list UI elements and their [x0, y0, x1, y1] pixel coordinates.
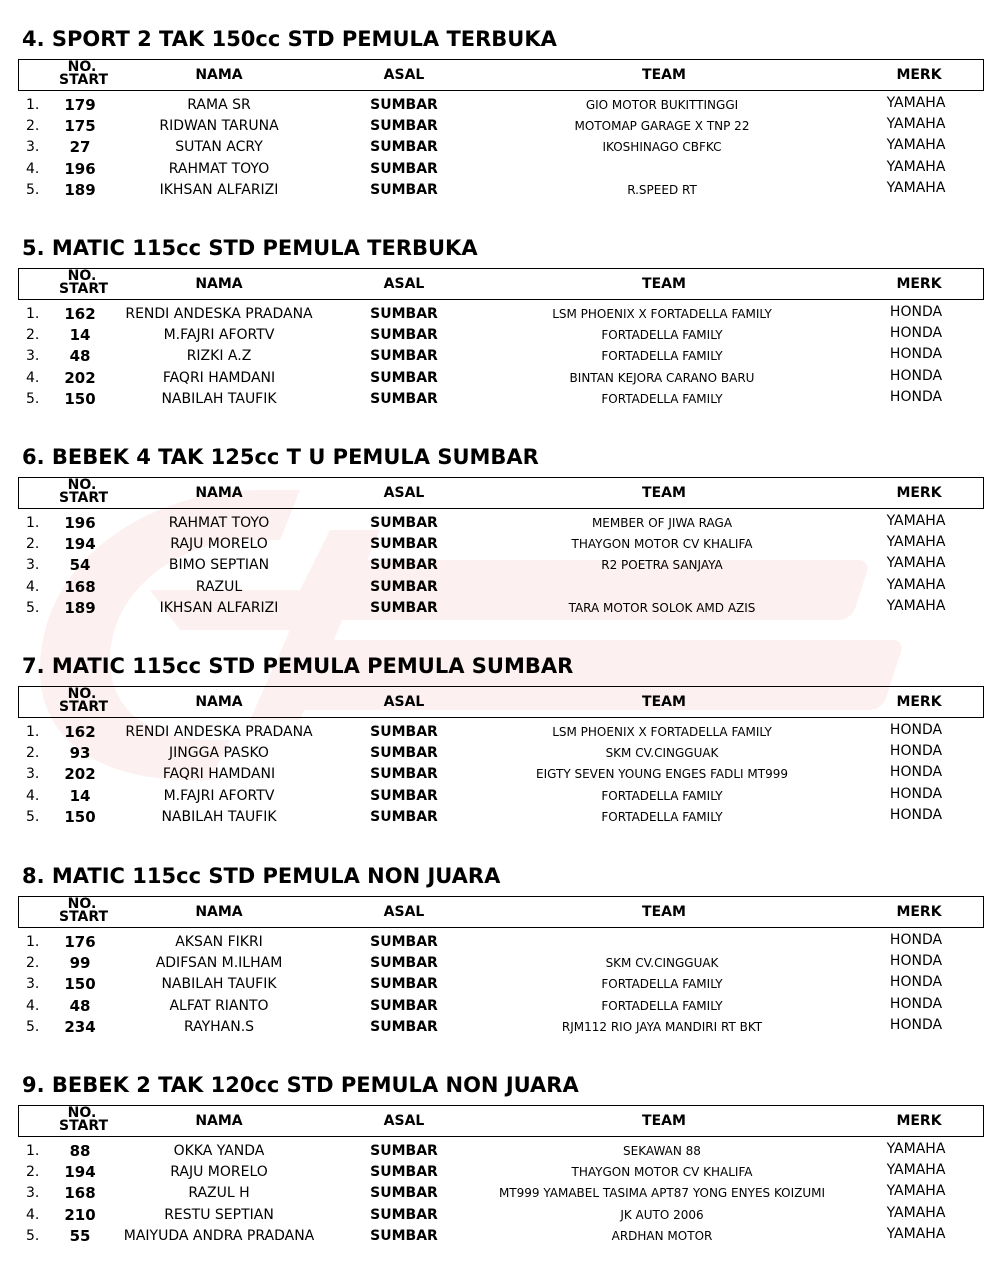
cell-rider-name: JINGGA PASKO: [169, 745, 269, 761]
table-row: [0, 786, 1000, 807]
cell-rider-name: RAZUL: [195, 579, 243, 595]
cell-start-number: 93: [69, 744, 91, 762]
cell-brand: HONDA: [889, 953, 943, 969]
cell-start-number: 176: [64, 933, 96, 951]
header-nama: NAMA: [195, 276, 243, 292]
cell-rider-name: RAJU MORELO: [170, 536, 268, 552]
section-title: 9. BEBEK 2 TAK 120cc STD PEMULA NON JUARA: [22, 1073, 579, 1097]
cell-start-number: 162: [64, 723, 96, 741]
cell-rider-name: RIDWAN TARUNA: [159, 118, 279, 134]
header-merk: MERK: [896, 904, 942, 920]
table-row: [0, 137, 1000, 158]
cell-origin: SUMBAR: [370, 998, 438, 1014]
cell-position: 4.: [26, 998, 40, 1014]
cell-rider-name: M.FAJRI AFORTV: [163, 327, 275, 343]
header-team: TEAM: [642, 904, 686, 920]
cell-brand: HONDA: [889, 346, 943, 362]
cell-origin: SUMBAR: [370, 391, 438, 407]
cell-position: 1.: [26, 934, 40, 950]
cell-rider-name: BIMO SEPTIAN: [168, 557, 270, 573]
cell-team: GIO MOTOR BUKITTINGGI: [585, 98, 739, 112]
table-header: [18, 268, 984, 300]
table-header: [18, 1105, 984, 1137]
header-no-start: NO. START: [59, 59, 109, 88]
cell-position: 1.: [26, 1143, 40, 1159]
cell-start-number: 196: [64, 514, 96, 532]
cell-brand: YAMAHA: [886, 513, 946, 529]
header-no-start: NO. START: [59, 268, 109, 297]
table-row: [0, 932, 1000, 953]
table-row: [0, 807, 1000, 828]
cell-team: FORTADELLA FAMILY: [601, 977, 723, 991]
cell-origin: SUMBAR: [370, 327, 438, 343]
header-team: TEAM: [642, 67, 686, 83]
cell-rider-name: ALFAT RIANTO: [169, 998, 269, 1014]
cell-team: LSM PHOENIX X FORTADELLA FAMILY: [552, 725, 772, 739]
header-no-start: NO. START: [59, 686, 109, 715]
cell-position: 5.: [26, 1228, 40, 1244]
cell-team: RJM112 RIO JAYA MANDIRI RT BKT: [561, 1020, 763, 1034]
cell-start-number: 88: [69, 1142, 91, 1160]
cell-brand: HONDA: [889, 932, 943, 948]
cell-start-number: 189: [64, 181, 96, 199]
header-asal: ASAL: [383, 904, 425, 920]
header-nama: NAMA: [195, 1113, 243, 1129]
cell-rider-name: RESTU SEPTIAN: [164, 1207, 274, 1223]
cell-origin: SUMBAR: [370, 745, 438, 761]
cell-position: 5.: [26, 809, 40, 825]
cell-team: MEMBER OF JIWA RAGA: [591, 516, 733, 530]
cell-start-number: 99: [69, 954, 91, 972]
table-row: [0, 304, 1000, 325]
cell-origin: SUMBAR: [370, 976, 438, 992]
header-no-start: NO. START: [59, 477, 109, 506]
cell-origin: SUMBAR: [370, 515, 438, 531]
cell-origin: SUMBAR: [370, 139, 438, 155]
cell-position: 1.: [26, 97, 40, 113]
cell-position: 4.: [26, 1207, 40, 1223]
cell-start-number: 202: [64, 765, 96, 783]
table-row: [0, 577, 1000, 598]
cell-team: FORTADELLA FAMILY: [601, 999, 723, 1013]
cell-rider-name: NABILAH TAUFIK: [161, 809, 277, 825]
table-header: [18, 686, 984, 718]
table-row: [0, 346, 1000, 367]
cell-rider-name: ADIFSAN M.ILHAM: [155, 955, 283, 971]
header-merk: MERK: [896, 485, 942, 501]
cell-origin: SUMBAR: [370, 182, 438, 198]
cell-origin: SUMBAR: [370, 809, 438, 825]
table-row: [0, 1162, 1000, 1183]
table-row: [0, 116, 1000, 137]
cell-position: 3.: [26, 1185, 40, 1201]
cell-brand: HONDA: [889, 325, 943, 341]
table-row: [0, 555, 1000, 576]
cell-position: 2.: [26, 536, 40, 552]
cell-rider-name: RAHMAT TOYO: [168, 515, 270, 531]
cell-rider-name: SUTAN ACRY: [175, 139, 263, 155]
table-row: [0, 1141, 1000, 1162]
cell-start-number: 234: [64, 1018, 96, 1036]
cell-brand: YAMAHA: [886, 180, 946, 196]
cell-rider-name: RAMA SR: [187, 97, 251, 113]
cell-start-number: 162: [64, 305, 96, 323]
cell-team: FORTADELLA FAMILY: [601, 349, 723, 363]
cell-rider-name: NABILAH TAUFIK: [161, 391, 277, 407]
cell-start-number: 196: [64, 160, 96, 178]
cell-team: THAYGON MOTOR CV KHALIFA: [571, 1165, 753, 1179]
cell-position: 3.: [26, 348, 40, 364]
cell-position: 1.: [26, 724, 40, 740]
cell-team: R.SPEED RT: [627, 183, 697, 197]
cell-origin: SUMBAR: [370, 557, 438, 573]
cell-position: 1.: [26, 306, 40, 322]
cell-brand: YAMAHA: [886, 1205, 946, 1221]
cell-brand: YAMAHA: [886, 1226, 946, 1242]
cell-start-number: 48: [69, 347, 91, 365]
cell-rider-name: OKKA YANDA: [173, 1143, 265, 1159]
cell-rider-name: RAJU MORELO: [170, 1164, 268, 1180]
cell-rider-name: FAQRI HAMDANI: [162, 370, 276, 386]
table-row: [0, 974, 1000, 995]
cell-rider-name: RENDI ANDESKA PRADANA: [125, 724, 313, 740]
cell-origin: SUMBAR: [370, 1164, 438, 1180]
cell-brand: YAMAHA: [886, 577, 946, 593]
cell-team: TARA MOTOR SOLOK AMD AZIS: [568, 601, 756, 615]
table-row: [0, 1205, 1000, 1226]
table-row: [0, 389, 1000, 410]
table-row: [0, 598, 1000, 619]
cell-brand: YAMAHA: [886, 555, 946, 571]
cell-start-number: 189: [64, 599, 96, 617]
section-title: 6. BEBEK 4 TAK 125cc T U PEMULA SUMBAR: [22, 445, 539, 469]
cell-position: 5.: [26, 600, 40, 616]
cell-start-number: 48: [69, 997, 91, 1015]
header-no-start: NO. START: [59, 896, 109, 925]
cell-brand: YAMAHA: [886, 1183, 946, 1199]
cell-team: BINTAN KEJORA CARANO BARU: [569, 371, 755, 385]
cell-position: 4.: [26, 370, 40, 386]
cell-brand: HONDA: [889, 1017, 943, 1033]
header-asal: ASAL: [383, 485, 425, 501]
table-row: [0, 159, 1000, 180]
table-row: [0, 1183, 1000, 1204]
header-asal: ASAL: [383, 1113, 425, 1129]
table-header: [18, 59, 984, 91]
table-row: [0, 325, 1000, 346]
cell-position: 2.: [26, 118, 40, 134]
section-title: 4. SPORT 2 TAK 150cc STD PEMULA TERBUKA: [22, 27, 557, 51]
cell-rider-name: RAYHAN.S: [183, 1019, 255, 1035]
cell-position: 5.: [26, 391, 40, 407]
cell-start-number: 210: [64, 1206, 96, 1224]
cell-start-number: 14: [69, 326, 91, 344]
cell-position: 4.: [26, 161, 40, 177]
table-row: [0, 368, 1000, 389]
cell-origin: SUMBAR: [370, 1207, 438, 1223]
cell-brand: HONDA: [889, 743, 943, 759]
cell-rider-name: RIZKI A.Z: [186, 348, 252, 364]
cell-rider-name: AKSAN FIKRI: [175, 934, 263, 950]
cell-team: JK AUTO 2006: [620, 1208, 704, 1222]
cell-rider-name: FAQRI HAMDANI: [162, 766, 276, 782]
cell-position: 5.: [26, 1019, 40, 1035]
cell-origin: SUMBAR: [370, 1019, 438, 1035]
header-asal: ASAL: [383, 276, 425, 292]
table-row: [0, 996, 1000, 1017]
section-title: 5. MATIC 115cc STD PEMULA TERBUKA: [22, 236, 478, 260]
cell-start-number: 150: [64, 808, 96, 826]
cell-rider-name: RAHMAT TOYO: [168, 161, 270, 177]
table-header: [18, 477, 984, 509]
cell-start-number: 150: [64, 390, 96, 408]
cell-origin: SUMBAR: [370, 1228, 438, 1244]
cell-brand: HONDA: [889, 807, 943, 823]
cell-team: FORTADELLA FAMILY: [601, 789, 723, 803]
cell-origin: SUMBAR: [370, 724, 438, 740]
cell-brand: YAMAHA: [886, 137, 946, 153]
cell-origin: SUMBAR: [370, 370, 438, 386]
cell-position: 1.: [26, 515, 40, 531]
cell-origin: SUMBAR: [370, 97, 438, 113]
cell-origin: SUMBAR: [370, 348, 438, 364]
cell-brand: HONDA: [889, 389, 943, 405]
cell-start-number: 27: [69, 138, 91, 156]
cell-team: MT999 YAMABEL TASIMA APT87 YONG ENYES KOIZUMI: [498, 1186, 826, 1200]
cell-team: FORTADELLA FAMILY: [601, 328, 723, 342]
cell-brand: HONDA: [889, 974, 943, 990]
cell-rider-name: IKHSAN ALFARIZI: [159, 600, 279, 616]
cell-team: IKOSHINAGO CBFKC: [602, 140, 722, 154]
section-title: 7. MATIC 115cc STD PEMULA PEMULA SUMBAR: [22, 654, 574, 678]
cell-brand: HONDA: [889, 996, 943, 1012]
cell-position: 3.: [26, 766, 40, 782]
cell-brand: YAMAHA: [886, 1141, 946, 1157]
cell-start-number: 150: [64, 975, 96, 993]
cell-rider-name: IKHSAN ALFARIZI: [159, 182, 279, 198]
table-row: [0, 180, 1000, 201]
header-no-start: NO. START: [59, 1105, 109, 1134]
cell-origin: SUMBAR: [370, 788, 438, 804]
header-asal: ASAL: [383, 694, 425, 710]
cell-brand: YAMAHA: [886, 95, 946, 111]
header-team: TEAM: [642, 1113, 686, 1129]
cell-brand: HONDA: [889, 722, 943, 738]
cell-rider-name: NABILAH TAUFIK: [161, 976, 277, 992]
cell-start-number: 202: [64, 369, 96, 387]
cell-start-number: 168: [64, 578, 96, 596]
table-row: [0, 1017, 1000, 1038]
cell-origin: SUMBAR: [370, 536, 438, 552]
table-row: [0, 743, 1000, 764]
cell-brand: YAMAHA: [886, 159, 946, 175]
cell-brand: HONDA: [889, 368, 943, 384]
cell-start-number: 54: [69, 556, 91, 574]
cell-position: 2.: [26, 745, 40, 761]
cell-position: 2.: [26, 955, 40, 971]
cell-team: LSM PHOENIX X FORTADELLA FAMILY: [552, 307, 772, 321]
cell-origin: SUMBAR: [370, 600, 438, 616]
cell-start-number: 55: [69, 1227, 91, 1245]
table-row: [0, 722, 1000, 743]
cell-start-number: 179: [64, 96, 96, 114]
table-row: [0, 513, 1000, 534]
cell-brand: HONDA: [889, 764, 943, 780]
cell-origin: SUMBAR: [370, 118, 438, 134]
cell-brand: HONDA: [889, 786, 943, 802]
cell-team: MOTOMAP GARAGE X TNP 22: [574, 119, 750, 133]
header-team: TEAM: [642, 276, 686, 292]
cell-position: 4.: [26, 579, 40, 595]
cell-position: 3.: [26, 976, 40, 992]
table-row: [0, 534, 1000, 555]
cell-position: 2.: [26, 1164, 40, 1180]
cell-position: 2.: [26, 327, 40, 343]
header-nama: NAMA: [195, 67, 243, 83]
header-team: TEAM: [642, 694, 686, 710]
cell-team: EIGTY SEVEN YOUNG ENGES FADLI MT999: [536, 767, 788, 781]
header-nama: NAMA: [195, 904, 243, 920]
cell-team: ARDHAN MOTOR: [611, 1229, 713, 1243]
cell-start-number: 175: [64, 117, 96, 135]
cell-origin: SUMBAR: [370, 1143, 438, 1159]
cell-rider-name: RENDI ANDESKA PRADANA: [125, 306, 313, 322]
table-row: [0, 1226, 1000, 1247]
cell-brand: YAMAHA: [886, 534, 946, 550]
cell-brand: YAMAHA: [886, 116, 946, 132]
cell-start-number: 194: [64, 535, 96, 553]
header-asal: ASAL: [383, 67, 425, 83]
table-row: [0, 953, 1000, 974]
cell-team: FORTADELLA FAMILY: [601, 392, 723, 406]
section-title: 8. MATIC 115cc STD PEMULA NON JUARA: [22, 864, 501, 888]
cell-team: THAYGON MOTOR CV KHALIFA: [571, 537, 753, 551]
cell-position: 3.: [26, 557, 40, 573]
cell-origin: SUMBAR: [370, 1185, 438, 1201]
header-merk: MERK: [896, 67, 942, 83]
cell-rider-name: M.FAJRI AFORTV: [163, 788, 275, 804]
cell-team: R2 POETRA SANJAYA: [601, 558, 723, 572]
cell-team: SEKAWAN 88: [623, 1144, 701, 1158]
header-merk: MERK: [896, 276, 942, 292]
header-merk: MERK: [896, 694, 942, 710]
header-team: TEAM: [642, 485, 686, 501]
cell-position: 4.: [26, 788, 40, 804]
cell-start-number: 14: [69, 787, 91, 805]
table-row: [0, 764, 1000, 785]
table-row: [0, 95, 1000, 116]
cell-team: FORTADELLA FAMILY: [601, 810, 723, 824]
cell-position: 3.: [26, 139, 40, 155]
cell-brand: YAMAHA: [886, 598, 946, 614]
header-merk: MERK: [896, 1113, 942, 1129]
cell-origin: SUMBAR: [370, 161, 438, 177]
cell-origin: SUMBAR: [370, 934, 438, 950]
cell-rider-name: MAIYUDA ANDRA PRADANA: [123, 1228, 315, 1244]
cell-team: SKM CV.CINGGUAK: [605, 956, 719, 970]
cell-brand: HONDA: [889, 304, 943, 320]
cell-rider-name: RAZUL H: [188, 1185, 250, 1201]
cell-start-number: 168: [64, 1184, 96, 1202]
table-header: [18, 896, 984, 928]
header-nama: NAMA: [195, 485, 243, 501]
cell-origin: SUMBAR: [370, 766, 438, 782]
cell-team: SKM CV.CINGGUAK: [605, 746, 719, 760]
header-nama: NAMA: [195, 694, 243, 710]
cell-brand: YAMAHA: [886, 1162, 946, 1178]
cell-origin: SUMBAR: [370, 955, 438, 971]
cell-origin: SUMBAR: [370, 579, 438, 595]
cell-origin: SUMBAR: [370, 306, 438, 322]
cell-position: 5.: [26, 182, 40, 198]
cell-start-number: 194: [64, 1163, 96, 1181]
